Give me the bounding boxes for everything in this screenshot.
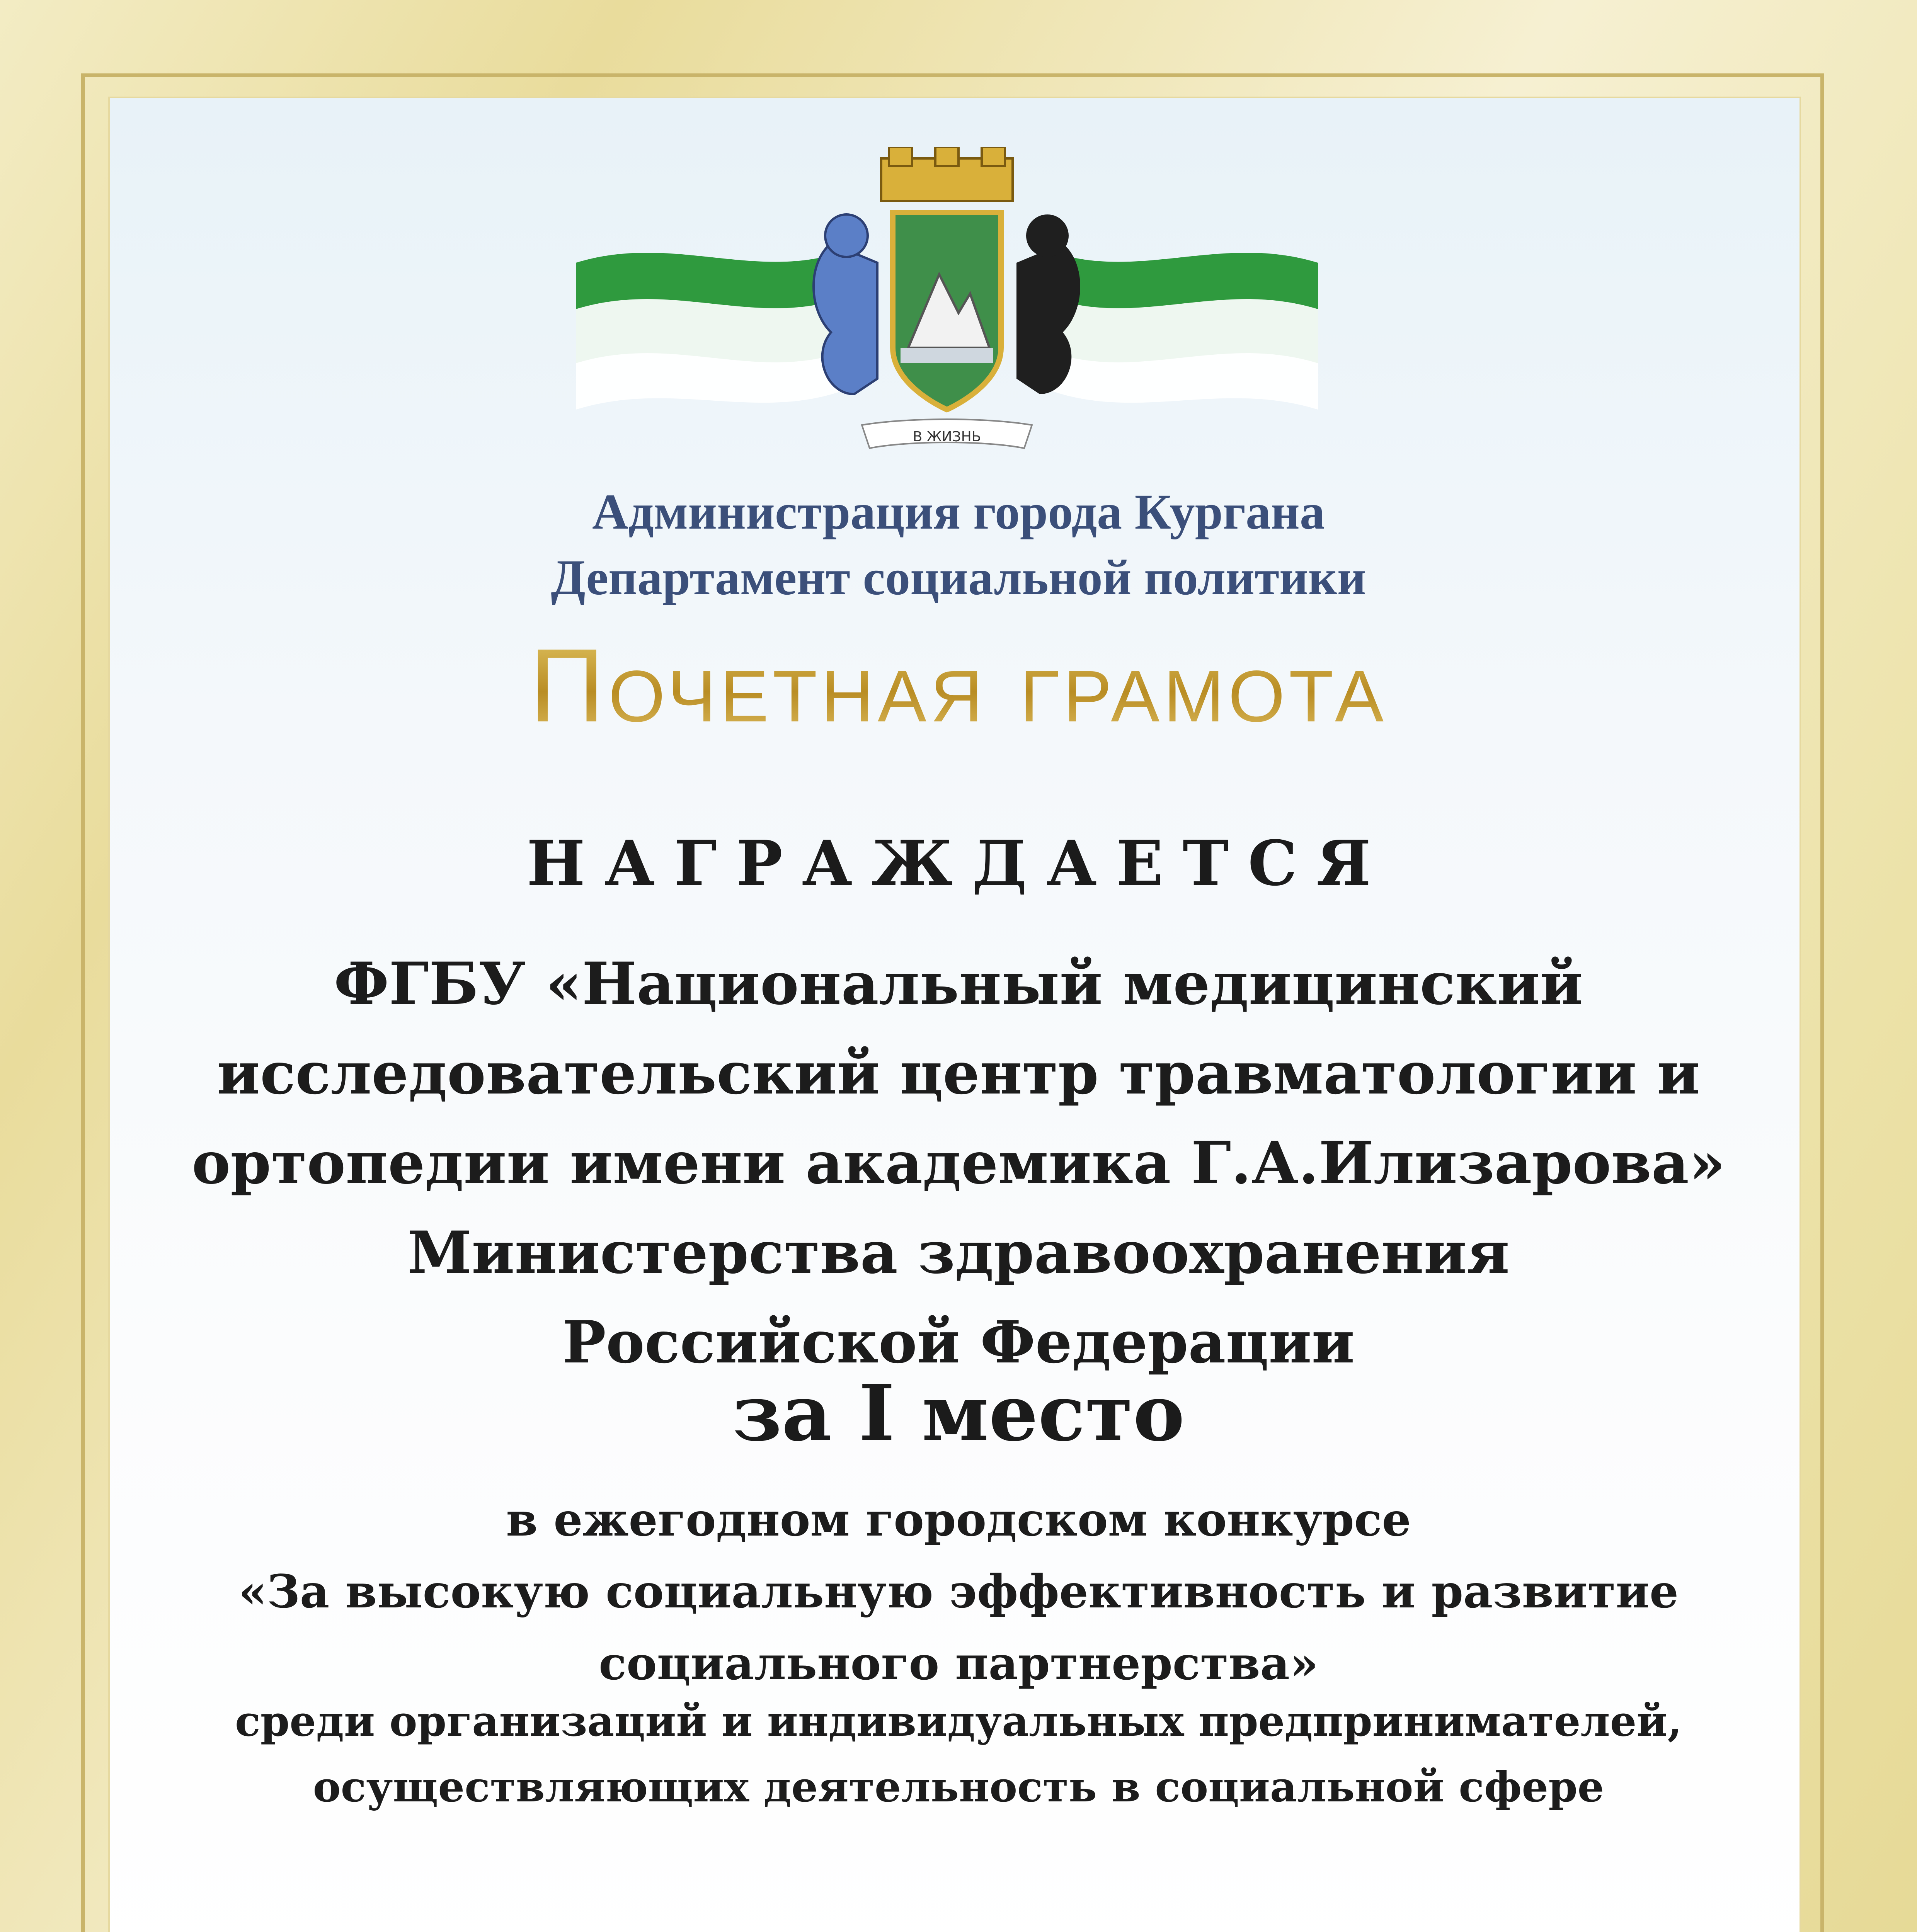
- crown-icon: [881, 147, 1013, 201]
- awarded-label: НАГРАЖДАЕТСЯ: [526, 827, 1391, 900]
- motto-ribbon: [862, 419, 1032, 448]
- recipient: [116, 939, 1801, 1387]
- contest-line: «За высокую социальную эффективность и развитие: [238, 1565, 1679, 1618]
- recipient-line: ортопедии имени академика Г.А.Илизарова»: [192, 1129, 1725, 1197]
- lion-icon: [814, 214, 877, 394]
- scope-line: среди организаций и индивидуальных предпринимателей,: [235, 1697, 1682, 1746]
- certificate-title: Почетная грамота: [0, 626, 1917, 746]
- recipient-line: Министерства здравоохранения: [407, 1219, 1510, 1287]
- recipient-line: исследовательский центр травматологии и: [217, 1039, 1700, 1107]
- admin-line-2: Департамент социальной политики: [551, 550, 1366, 605]
- contest-line: социального партнерства»: [599, 1636, 1318, 1690]
- scope-line: осуществляющих деятельность в социальной сфере: [313, 1763, 1604, 1811]
- shield-icon: [893, 213, 1001, 410]
- contest-line: в ежегодном городском конкурсе: [506, 1493, 1411, 1546]
- award-place: за I место: [732, 1368, 1185, 1459]
- contest-description: [116, 1484, 1801, 1699]
- recipient-line: Российской Федерации: [562, 1308, 1355, 1376]
- city-emblem: [560, 147, 1333, 479]
- contest-scope: [116, 1689, 1801, 1820]
- recipient-line: ФГБУ «Национальный медицинский: [334, 950, 1583, 1018]
- emblem-motto: В ЖИЗНЬ: [913, 429, 981, 445]
- admin-line-1: Администрация города Кургана: [592, 484, 1325, 540]
